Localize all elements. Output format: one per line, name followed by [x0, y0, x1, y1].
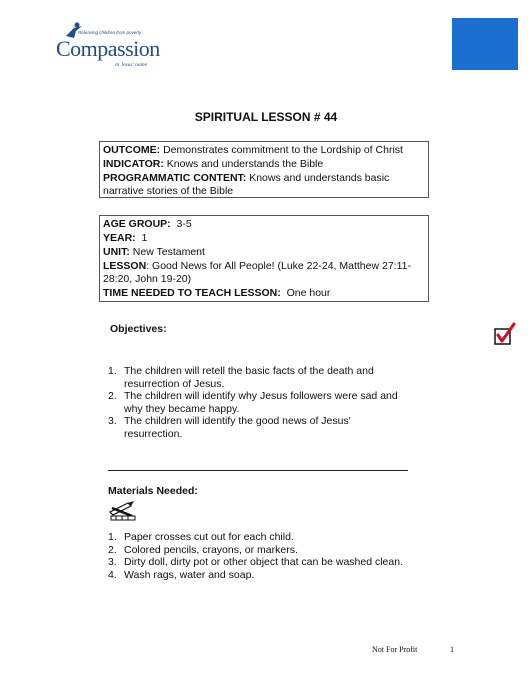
logo-subtitle: in Jesus' name	[115, 62, 148, 68]
materials-heading: Materials Needed:	[108, 485, 198, 497]
compassion-logo	[52, 20, 167, 70]
lesson-line	[103, 260, 425, 286]
unit-label: UNIT:	[103, 246, 130, 258]
objectives-list	[108, 365, 408, 440]
page-number: 1	[450, 645, 454, 654]
time-value: One hour	[286, 287, 331, 299]
list-text: Paper crosses cut out for each child.	[124, 531, 294, 543]
list-number: 1.	[108, 531, 117, 543]
year-value: 1	[141, 232, 148, 244]
list-text: The children will identify the good news of Jesus' resurrection.	[124, 415, 351, 440]
age-line	[103, 218, 425, 231]
list-text: Colored pencils, crayons, or markers.	[124, 543, 298, 556]
lesson-value: : Good News for All People! (Luke 22-24, Matthew 27:11-28:20, John 19-20)	[103, 260, 411, 285]
logo-tagline: Releasing children from poverty	[78, 30, 142, 35]
footer-text: Not For Profit	[372, 645, 418, 654]
list-item	[108, 569, 413, 582]
time-line	[103, 287, 425, 300]
programmatic-line	[103, 172, 425, 198]
outcome-label: OUTCOME:	[103, 144, 161, 156]
lesson-info-box	[99, 215, 429, 302]
list-item	[108, 544, 413, 557]
programmatic-label: PROGRAMMATIC CONTENT:	[103, 172, 247, 184]
indicator-line	[103, 158, 425, 171]
year-line	[103, 232, 425, 245]
indicator-label: INDICATOR:	[103, 158, 164, 170]
list-number: 2.	[108, 390, 117, 402]
programmatic-value: Knows and understands basic narrative stories of the Bible	[103, 172, 390, 197]
list-number: 3.	[108, 556, 117, 568]
objectives-heading: Objectives:	[110, 323, 167, 335]
list-number: 4.	[108, 568, 117, 581]
outcome-value: Demonstrates commitment to the Lordship of Christ	[163, 144, 403, 156]
list-text: The children will retell the basic facts of the death and resurrection of Jesus.	[124, 365, 374, 390]
materials-list	[108, 531, 413, 581]
age-value: 3-5	[176, 218, 192, 230]
lesson-label: LESSON	[103, 260, 147, 272]
page-title: SPIRITUAL LESSON # 44	[194, 110, 338, 124]
pencil-tools-icon	[108, 500, 138, 522]
section-divider	[108, 470, 408, 471]
indicator-value: Knows and understands the Bible	[166, 158, 324, 170]
logo-wordmark: Compassion	[56, 36, 160, 61]
list-number: 2.	[108, 543, 117, 556]
list-item	[108, 415, 408, 440]
year-label: YEAR:	[103, 232, 136, 244]
outcome-box	[99, 141, 429, 198]
list-text: The children will identify why Jesus followers were sad and why they became happy.	[124, 390, 398, 415]
list-number: 1.	[108, 365, 117, 377]
time-label: TIME NEEDED TO TEACH LESSON:	[103, 287, 281, 299]
list-item	[108, 556, 413, 569]
list-text: Dirty doll, dirty pot or other object that can be washed clean.	[124, 556, 403, 568]
unit-line	[103, 246, 425, 259]
list-item	[108, 531, 413, 544]
blue-patch	[452, 18, 518, 70]
list-item	[108, 365, 408, 390]
list-number: 3.	[108, 415, 117, 427]
outcome-line	[103, 144, 425, 157]
checkbox-check-icon	[494, 322, 518, 346]
list-item	[108, 390, 408, 415]
age-label: AGE GROUP:	[103, 218, 171, 230]
list-text: Wash rags, water and soap.	[124, 568, 255, 581]
unit-value: New Testament	[132, 246, 205, 258]
